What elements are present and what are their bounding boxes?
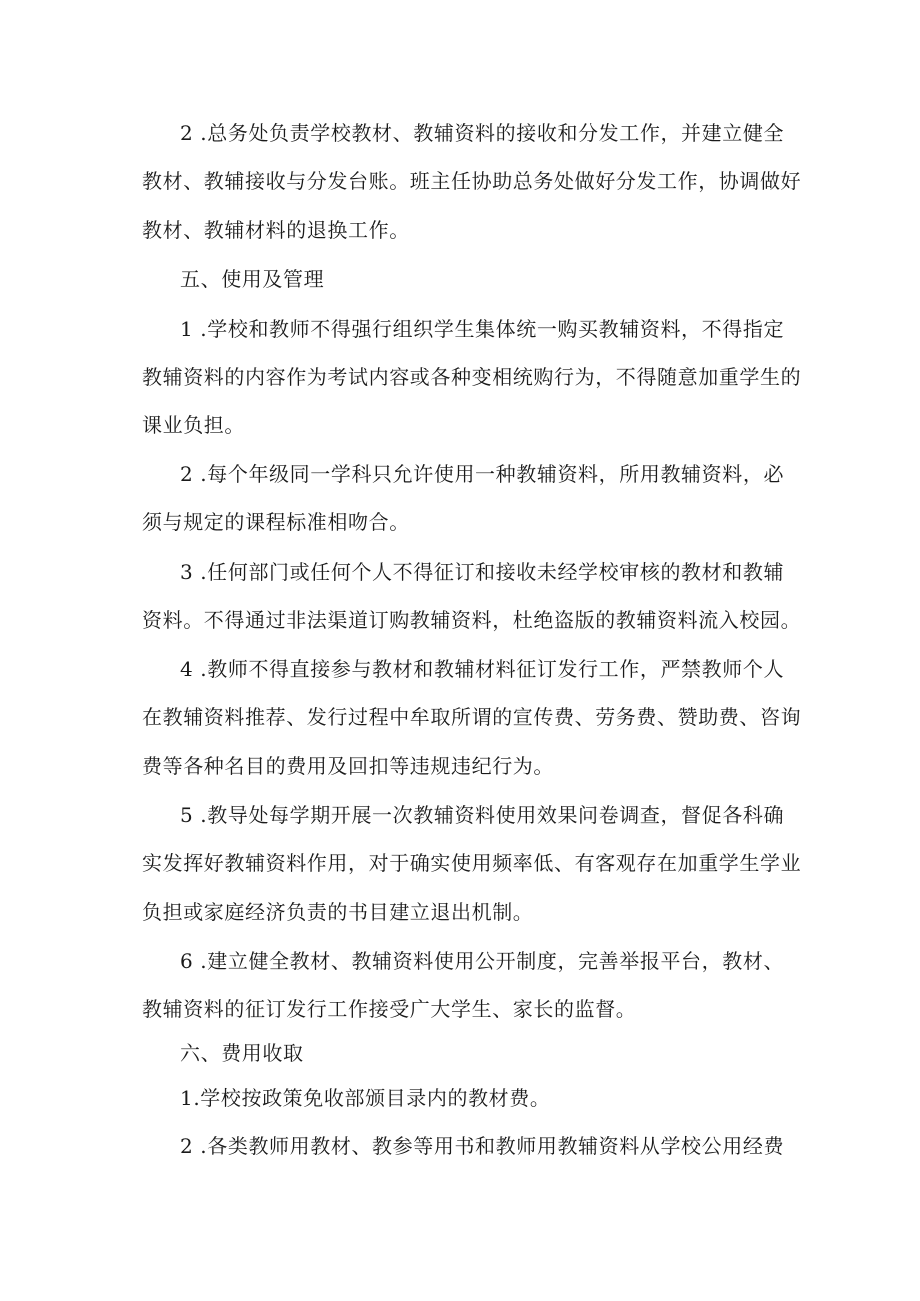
item-1-line-2: 教辅资料的内容作为考试内容或各种变相统购行为，不得随意加重学生的 (142, 365, 802, 389)
item-1-line-1: 1 .学校和教师不得强行组织学生集体统一购买教辅资料，不得指定 (180, 317, 785, 341)
fee-item-1: 1.学校按政策免收部颁目录内的教材费。 (180, 1086, 551, 1110)
item-4-line-1: 4 .教师不得直接参与教材和教辅材料征订发行工作，严禁教师个人 (180, 657, 785, 681)
item-1-line-3: 课业负担。 (142, 413, 245, 437)
item-4-line-2: 在教辅资料推荐、发行过程中牟取所谓的宣传费、劳务费、赞助费、咨询 (142, 705, 802, 729)
item-3-line-2: 资料。不得通过非法渠道订购教辅资料，杜绝盗版的教辅资料流入校园。 (142, 608, 802, 632)
item-5-line-3: 负担或家庭经济负责的书目建立退出机制。 (142, 900, 534, 924)
fee-item-2-line-1: 2 .各类教师用教材、教参等用书和教师用教辅资料从学校公用经费 (180, 1134, 785, 1158)
paragraph-2-line-1: 2 .总务处负责学校教材、教辅资料的接收和分发工作，并建立健全 (180, 121, 785, 145)
item-2-line-2: 须与规定的课程标准相吻合。 (142, 510, 410, 534)
section-heading-fee-collection: 六、费用收取 (180, 1041, 304, 1065)
paragraph-2-line-3: 教材、教辅材料的退换工作。 (142, 218, 410, 242)
item-5-line-2: 实发挥好教辅资料作用，对于确实使用频率低、有客观存在加重学生学业 (142, 851, 802, 875)
item-5-line-1: 5 .教导处每学期开展一次教辅资料使用效果问卷调查，督促各科确 (180, 803, 785, 827)
paragraph-2-line-2: 教材、教辅接收与分发台账。班主任协助总务处做好分发工作，协调做好 (142, 169, 802, 193)
item-4-line-3: 费等各种名目的费用及回扣等违规违纪行为。 (142, 754, 554, 778)
item-6-line-1: 6 .建立健全教材、教辅资料使用公开制度，完善举报平台，教材、 (180, 949, 785, 973)
item-3-line-1: 3 .任何部门或任何个人不得征订和接收未经学校审核的教材和教辅 (180, 560, 785, 584)
item-2-line-1: 2 .每个年级同一学科只允许使用一种教辅资料，所用教辅资料，必 (180, 462, 785, 486)
item-6-line-2: 教辅资料的征订发行工作接受广大学生、家长的监督。 (142, 997, 637, 1021)
section-heading-use-management: 五、使用及管理 (180, 267, 325, 291)
